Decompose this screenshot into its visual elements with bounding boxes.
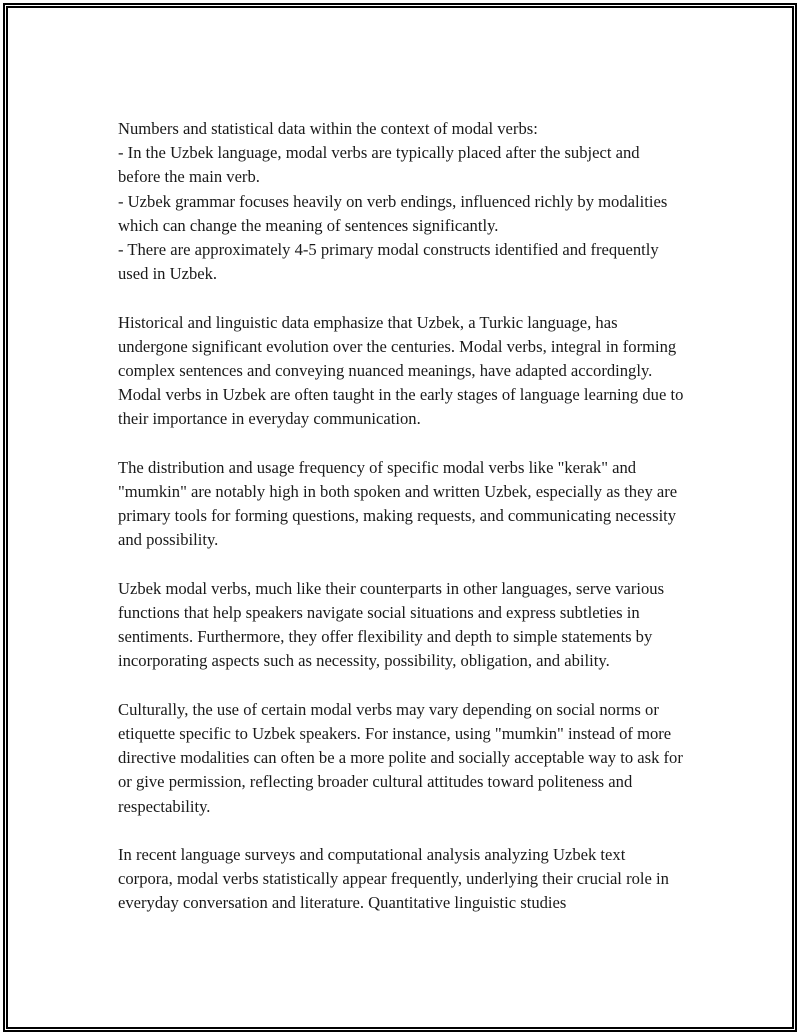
paragraph-distribution	[118, 456, 684, 553]
document-body	[118, 117, 684, 940]
paragraph-text: Uzbek modal verbs, much like their counterparts in other languages, serve various functions that help speakers navigate social situations and express subtleties in sentiments. Furthermore, they offer flexibility and depth to simple statements by incorporating aspects such as necessity, possibility, obligation, and ability.	[118, 578, 665, 671]
bullet-item: - There are approximately 4-5 primary modal constructs identified and frequently used in Uzbek.	[118, 240, 659, 284]
bullet-item: - In the Uzbek language, modal verbs are typically placed after the subject and before the main verb.	[118, 143, 640, 187]
paragraph-historical	[118, 311, 684, 432]
intro-section	[118, 117, 684, 286]
paragraph-cultural	[118, 698, 684, 819]
paragraph-text: Culturally, the use of certain modal verbs may vary depending on social norms or etiquette specific to Uzbek speakers. For instance, using "mumkin" instead of more directive modalities can often be a more polite and socially acceptable way to ask for or give permission, reflecting broader cultural attitudes toward politeness and respectability.	[118, 699, 683, 816]
paragraph-text: In recent language surveys and computational analysis analyzing Uzbek text corpora, modal verbs statistically appear frequently, underlying their crucial role in everyday conversation and literature. Quantitative linguistic studies	[118, 845, 669, 913]
bullet-item: - Uzbek grammar focuses heavily on verb endings, influenced richly by modalities which can change the meaning of sentences significantly.	[118, 191, 668, 235]
intro-heading: Numbers and statistical data within the context of modal verbs:	[118, 119, 538, 138]
paragraph-text: The distribution and usage frequency of specific modal verbs like "kerak" and "mumkin" are notably high in both spoken and written Uzbek, especially as they are primary tools for forming questions, making requests, and communicating necessity and possibility.	[118, 457, 678, 550]
paragraph-surveys	[118, 843, 684, 916]
paragraph-functions	[118, 577, 684, 674]
paragraph-text: Historical and linguistic data emphasize that Uzbek, a Turkic language, has undergone significant evolution over the centuries. Modal verbs, integral in forming complex sentences and conveying nuanced meanings, have adapted accordingly. Modal verbs in Uzbek are often taught in the early stages of language learning due to their importance in everyday communication.	[118, 312, 684, 429]
